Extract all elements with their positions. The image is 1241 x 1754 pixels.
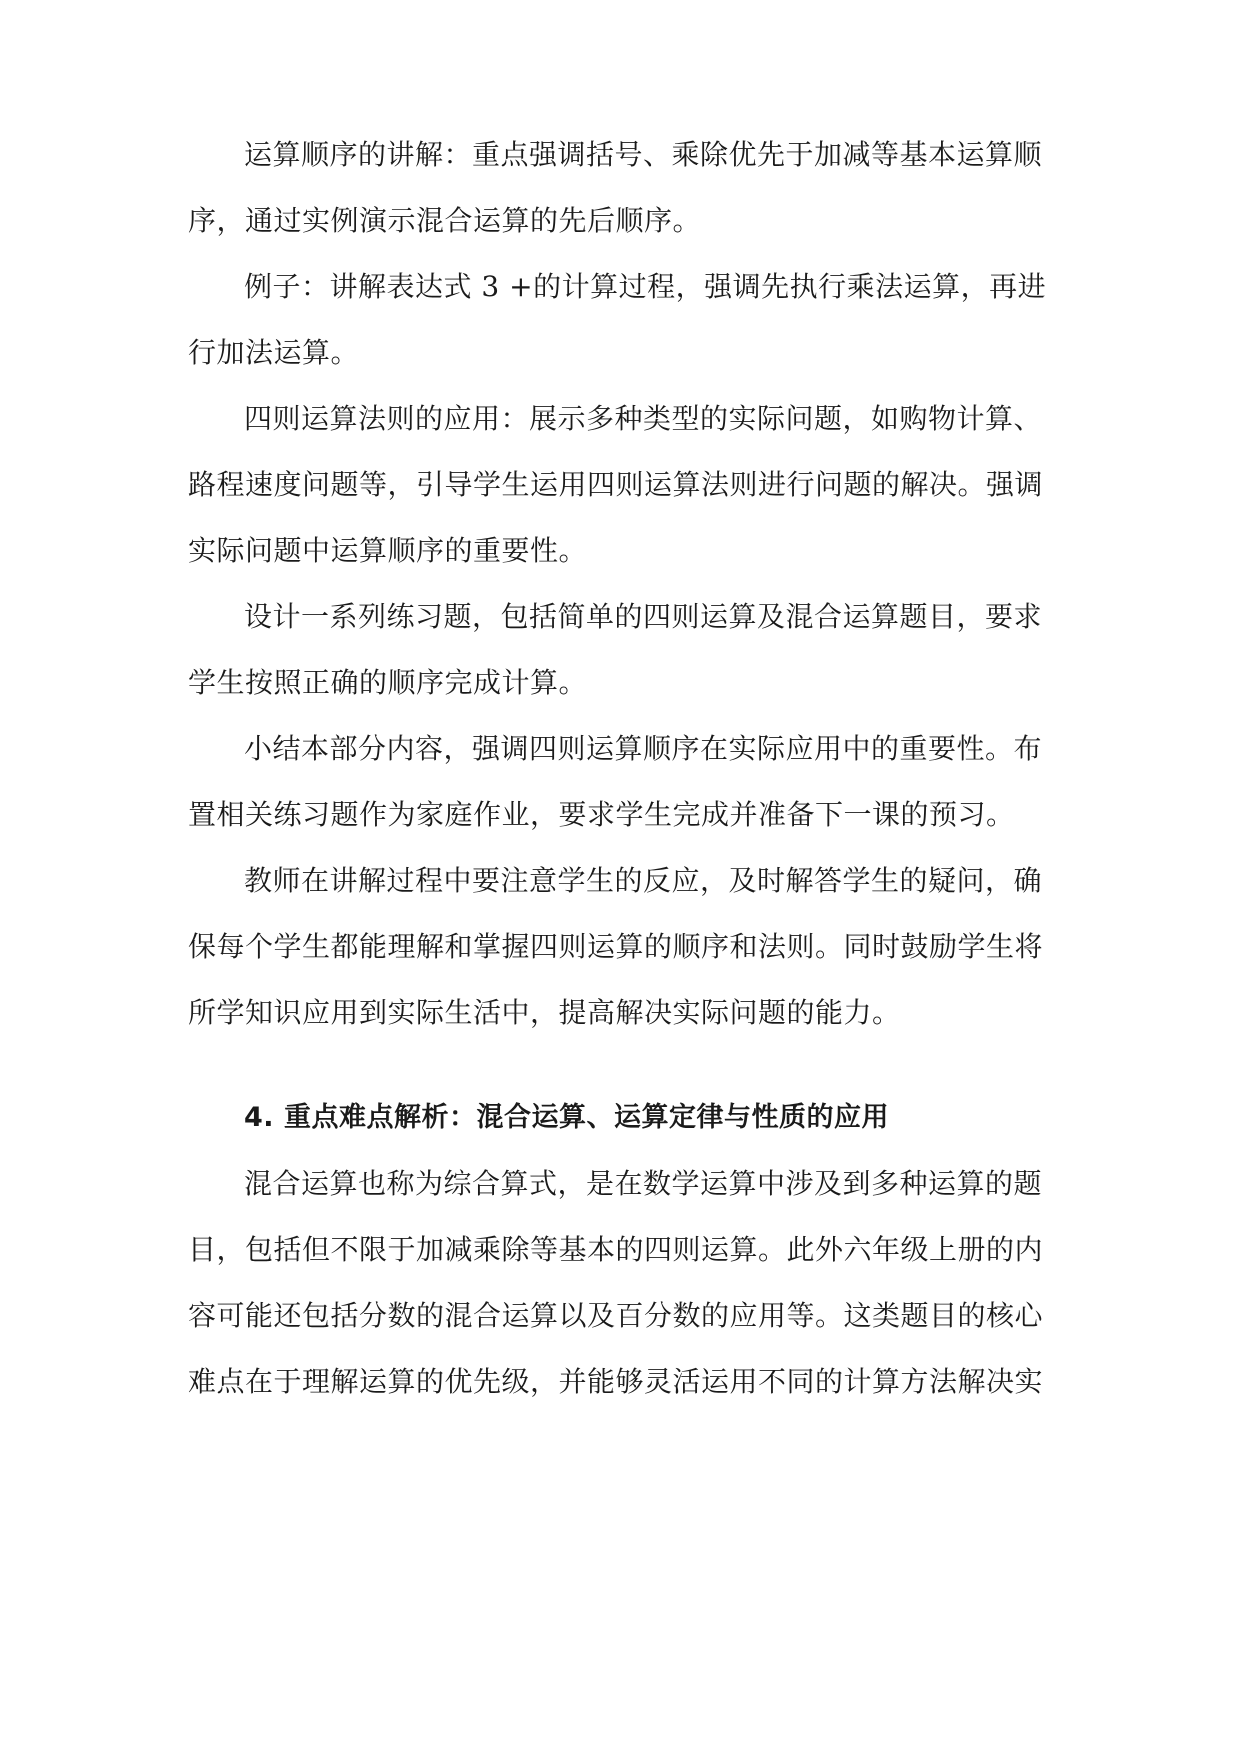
paragraph-line: 所学知识应用到实际生活中，提高解决实际问题的能力。 [188,996,901,1029]
paragraph-line: 四则运算法则的应用：展示多种类型的实际问题，如购物计算、 [244,402,1043,435]
paragraph-line: 行加法运算。 [188,336,360,369]
paragraph-line: 序，通过实例演示混合运算的先后顺序。 [188,204,702,237]
paragraph-line: 设计一系列练习题，包括简单的四则运算及混合运算题目，要求 [244,600,1043,633]
paragraph-line: 难点在于理解运算的优先级，并能够灵活运用不同的计算方法解决实 [188,1365,1044,1398]
paragraph-line: 路程速度问题等，引导学生运用四则运算法则进行问题的解决。强调 [188,468,1044,501]
paragraph-line: 混合运算也称为综合算式，是在数学运算中涉及到多种运算的题 [244,1167,1043,1200]
paragraph-line: 例子：讲解表达式 3 +的计算过程，强调先执行乘法运算，再进 [244,270,1047,303]
paragraph-line: 目，包括但不限于加减乘除等基本的四则运算。此外六年级上册的内 [188,1233,1044,1266]
section-heading: 4. 重点难点解析：混合运算、运算定律与性质的应用 [244,1102,889,1133]
paragraph-line: 保每个学生都能理解和掌握四则运算的顺序和法则。同时鼓励学生将 [188,930,1044,963]
paragraph-line: 学生按照正确的顺序完成计算。 [188,666,588,699]
paragraph-line: 实际问题中运算顺序的重要性。 [188,534,588,567]
paragraph-line: 运算顺序的讲解：重点强调括号、乘除优先于加减等基本运算顺 [244,138,1043,171]
paragraph-line: 置相关练习题作为家庭作业，要求学生完成并准备下一课的预习。 [188,798,1015,831]
paragraph-line: 容可能还包括分数的混合运算以及百分数的应用等。这类题目的核心 [188,1299,1044,1332]
paragraph-line: 小结本部分内容，强调四则运算顺序在实际应用中的重要性。布 [244,732,1043,765]
paragraph-line: 教师在讲解过程中要注意学生的反应，及时解答学生的疑问，确 [244,864,1043,897]
